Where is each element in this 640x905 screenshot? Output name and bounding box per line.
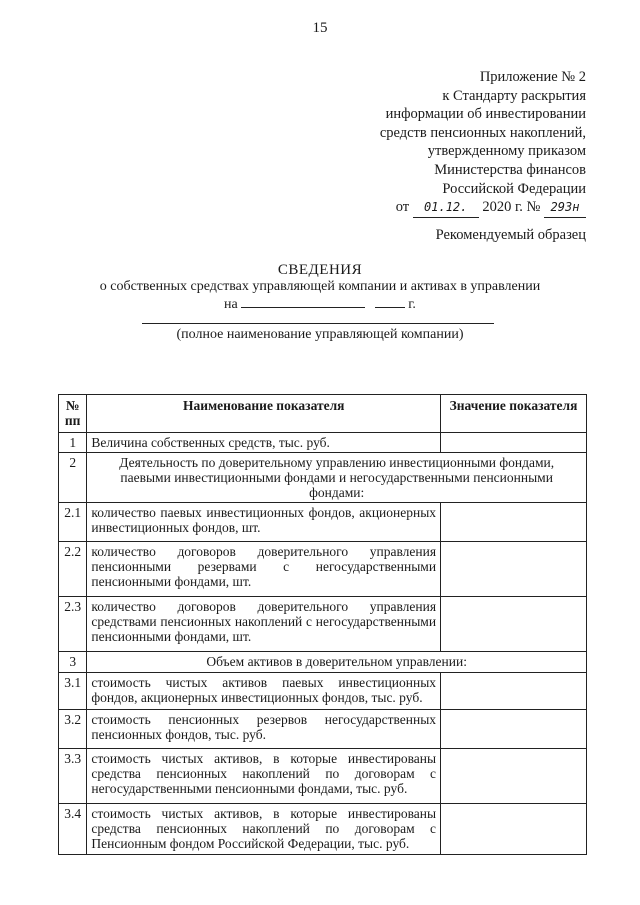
row-num: 3.1 — [59, 673, 87, 710]
row-num: 2.2 — [59, 542, 87, 597]
row-name: Величина собственных средств, тыс. руб. — [87, 433, 441, 453]
section-title: Деятельность по доверительному управлению инвестиционными фондами, паевыми инвестиционными фондами и негосударственными пенсионными фондами: — [87, 453, 587, 503]
year-blank — [375, 295, 405, 308]
table-row — [59, 503, 587, 542]
table-row — [59, 804, 587, 855]
page-number: 15 — [312, 20, 328, 36]
row-num: 3.3 — [59, 749, 87, 804]
table-row — [59, 673, 587, 710]
header-num: № пп — [59, 395, 87, 433]
row-num: 3.2 — [59, 710, 87, 749]
row-name: стоимость пенсионных резервов негосударственных пенсионных фондов, тыс. руб. — [87, 710, 441, 749]
appendix-line: информации об инвестировании — [385, 106, 586, 123]
row-num: 2.1 — [59, 503, 87, 542]
order-year: 2020 г. № — [482, 199, 541, 216]
appendix-line: утвержденному приказом — [427, 143, 586, 160]
table-row — [59, 433, 587, 453]
company-name-line — [142, 323, 494, 324]
table-section-row — [59, 652, 587, 673]
document-title: СВЕДЕНИЯ — [277, 262, 363, 278]
row-value-cell — [441, 710, 587, 749]
appendix-line: к Стандарту раскрытия — [442, 87, 586, 104]
header-name: Наименование показателя — [87, 395, 441, 433]
row-num: 3.4 — [59, 804, 87, 855]
row-num: 3 — [59, 652, 87, 673]
table-row — [59, 749, 587, 804]
order-date: 01.12. — [413, 198, 479, 218]
row-name: стоимость чистых активов паевых инвестиционных фондов, акционерных инвестиционных фондов, тыс. руб. — [87, 673, 441, 710]
date-line-suffix: г. — [408, 297, 416, 312]
appendix-line: Приложение № 2 — [479, 69, 586, 85]
appendix-line: Министерства финансов — [434, 161, 586, 178]
table-row — [59, 542, 587, 597]
indicators-table — [58, 394, 587, 855]
table-row — [59, 597, 587, 652]
row-name: стоимость чистых активов, в которые инвестированы средства пенсионных накоплений по договорам с Пенсионным фондом Российской Федерации, тыс. руб. — [87, 804, 441, 855]
row-value-cell — [441, 597, 587, 652]
row-num: 2 — [59, 453, 87, 503]
section-title: Объем активов в доверительном управлении: — [87, 652, 587, 673]
company-name-caption: (полное наименование управляющей компании) — [176, 327, 464, 342]
order-number: 293н — [544, 198, 586, 218]
row-value-cell — [441, 433, 587, 453]
table-row — [59, 710, 587, 749]
header-value: Значение показателя — [441, 395, 587, 433]
row-name: количество договоров доверительного управления средствами пенсионных накоплений с негосударственными пенсионными фондами, шт. — [87, 597, 441, 652]
date-prefix: от — [395, 199, 410, 216]
table-header-row — [59, 395, 587, 433]
row-name: количество договоров доверительного управления пенсионными резервами с негосударственными пенсионными фондами, шт. — [87, 542, 441, 597]
table-section-row — [59, 453, 587, 503]
row-value-cell — [441, 673, 587, 710]
row-name: количество паевых инвестиционных фондов, акционерных инвестиционных фондов, шт. — [87, 503, 441, 542]
row-num: 2.3 — [59, 597, 87, 652]
row-value-cell — [441, 542, 587, 597]
row-num: 1 — [59, 433, 87, 453]
date-line-prefix: на — [224, 297, 238, 312]
recommended-sample: Рекомендуемый образец — [435, 227, 586, 243]
row-value-cell — [441, 503, 587, 542]
row-name: стоимость чистых активов, в которые инвестированы средства пенсионных накоплений по договорам с негосударственными пенсионными фондами, тыс. руб. — [87, 749, 441, 804]
row-value-cell — [441, 749, 587, 804]
order-date-line — [380, 198, 586, 218]
row-value-cell — [441, 804, 587, 855]
appendix-line: Российской Федерации — [442, 180, 586, 197]
date-blank — [241, 295, 365, 308]
appendix-block — [380, 68, 586, 218]
appendix-line: средств пенсионных накоплений, — [379, 124, 586, 141]
document-subtitle: о собственных средствах управляющей компании и активах в управлении — [99, 279, 541, 294]
report-date-line — [0, 295, 640, 313]
